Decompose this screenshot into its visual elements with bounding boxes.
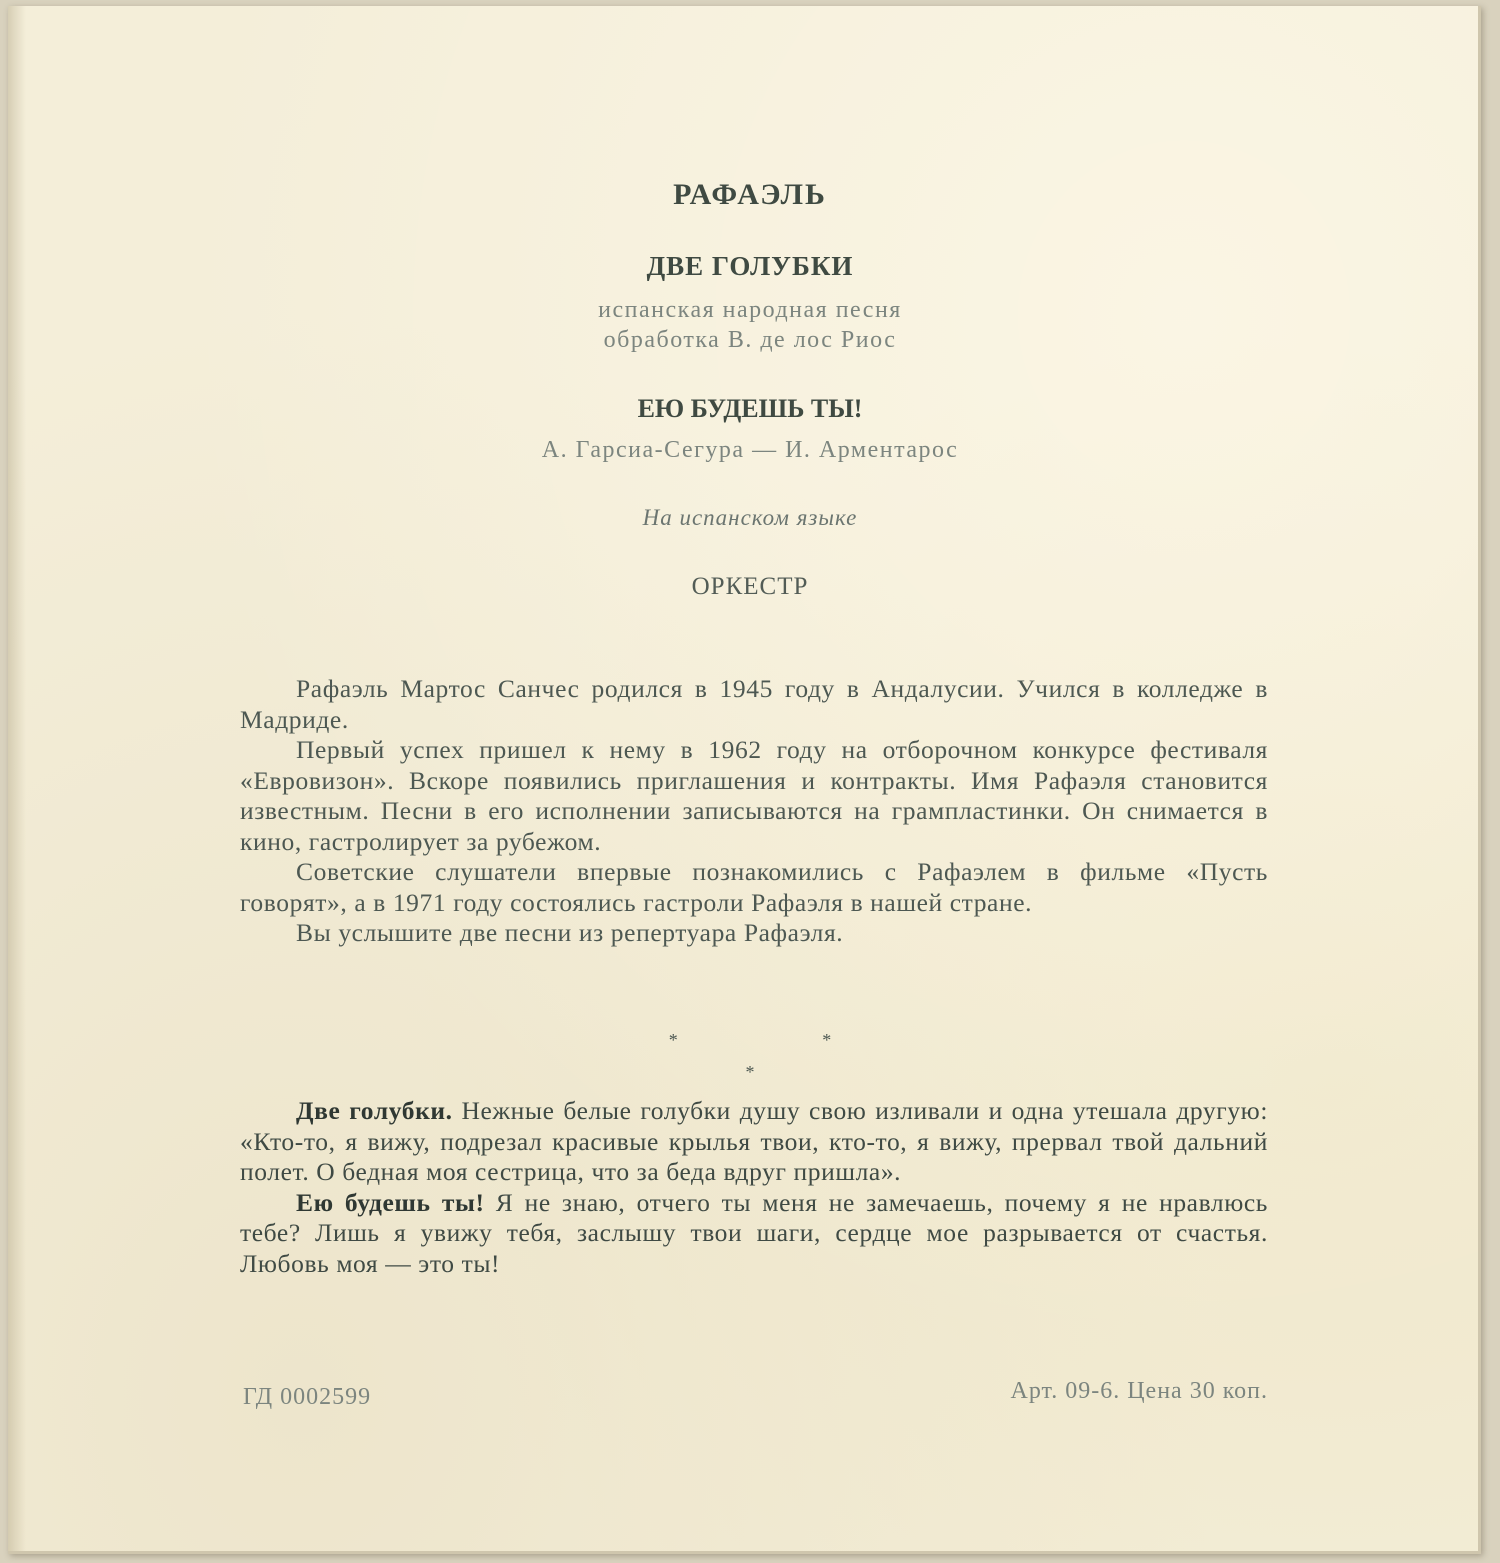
song2-description (240, 1188, 1268, 1280)
biography-paragraph: Первый успех пришел к нему в 1962 году на отборочном конкурсе фестиваля «Евровизон». Вскоре появились приглашения и контракты. Имя Рафаэля становится известным. Песни в его исполнении записываются на грампластинки. Он снимается в кино, гастролирует за рубежом. (240, 735, 1268, 856)
biography-paragraph: Рафаэль Мартос Санчес родился в 1945 году в Андалусии. Учился в колледже в Мадриде. (240, 674, 1268, 734)
song1-subtitle-arranger: обработка В. де лос Риос (603, 327, 897, 353)
orchestra-label: ОРКЕСТР (691, 573, 809, 600)
song-descriptions (240, 1096, 1268, 1279)
song2-authors: А. Гарсиа-Сегура — И. Арментарос (541, 437, 959, 463)
song1-description (240, 1096, 1268, 1188)
song1-description-title: Две голубки. (296, 1096, 453, 1125)
biography-paragraph: Советские слушатели впервые познакомились с Рафаэлем в фильме «Пусть говорят», а в 1971 году состоялись гастроли Рафаэля в нашей стране. (240, 857, 1268, 917)
price-label: Арт. 09-6. Цена 30 коп. (1010, 1378, 1268, 1404)
catalog-number: ГД 0002599 (243, 1384, 372, 1410)
song1-subtitle-genre: испанская народная песня (598, 297, 902, 323)
language-note: На испанском языке (642, 505, 858, 530)
separator-stars-top: * * (668, 1030, 902, 1050)
separator-stars-bottom: * (745, 1062, 755, 1082)
biography-text (240, 674, 1268, 949)
song2-description-text: Я не знаю, отчего ты меня не замечаешь, почему я не нравлюсь тебе? Лишь я увижу тебя, заслышу твои шаги, сердце мое разрывается от счастья. Любовь моя — это ты! (240, 1187, 1269, 1278)
song1-title: ДВЕ ГОЛУБКИ (646, 251, 854, 281)
song2-description-title: Ею будешь ты! (296, 1187, 485, 1217)
sleeve-fold-shadow (8, 6, 26, 1551)
biography-paragraph: Вы услышите две песни из репертуара Рафаэля. (296, 918, 844, 947)
artist-name: РАФАЭЛЬ (673, 178, 827, 211)
song1-description-text: Нежные белые голубки душу свою изливали и одна утешала другую: «Кто-то, я вижу, подрезал красивые крылья твои, кто-то, я вижу, прервал твой дальний полет. О бедная моя сестрица, что за беда вдруг пришла». (240, 1096, 1269, 1186)
song2-title: ЕЮ БУДЕШЬ ТЫ! (637, 394, 863, 423)
